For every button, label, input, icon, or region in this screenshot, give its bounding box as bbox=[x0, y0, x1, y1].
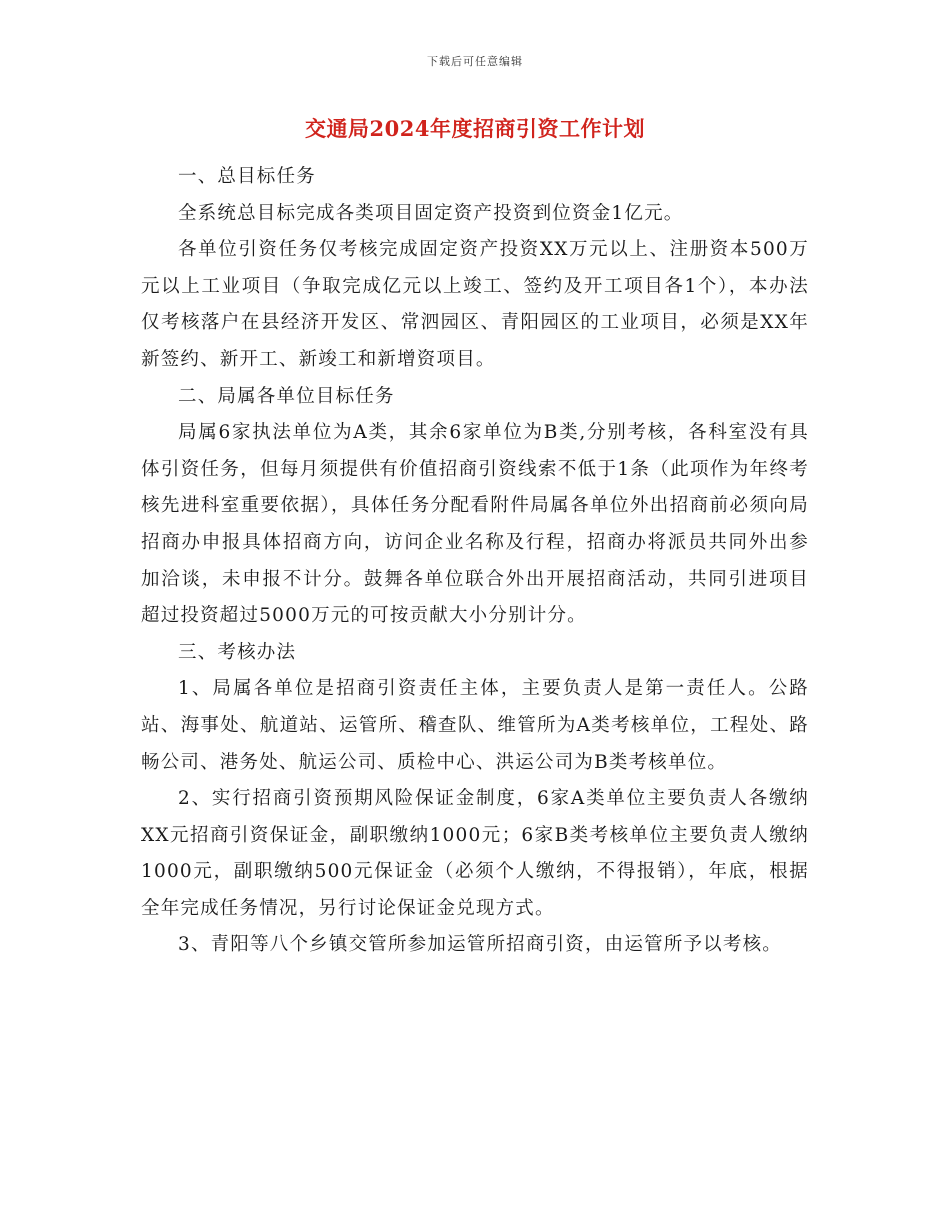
section-heading-assessment: 三、考核办法 bbox=[178, 641, 297, 663]
paragraph-assessment-2: 2、实行招商引资预期风险保证金制度，6家A类单位主要负责人各缴纳XX元招商引资保证金，副职缴纳1000元；6家B类考核单位主要负责人缴纳1000元，副职缴纳500元保证金（必须个人缴纳，不得报销），年底，根据全年完成任务情况，另行讨论保证金兑现方式。 bbox=[141, 788, 809, 919]
paragraph-total-goal: 全系统总目标完成各类项目固定资产投资到位资金1亿元。 bbox=[178, 202, 684, 224]
paragraph-unit-targets: 局属6家执法单位为A类，其余6家单位为B类,分别考核，各科室没有具体引资任务，但每月须提供有价值招商引资线索不低于1条（此项作为年终考核先进科室重要依据），具体任务分配看附件局属各单位外出招商前必须向局招商办申报具体招商方向，访问企业名称及行程，招商办将派员共同外出参加洽谈，未申报不计分。鼓舞各单位联合外出开展招商活动，共同引进项目超过投资超过5000万元的可按贡献大小分别计分。 bbox=[141, 422, 809, 627]
section-heading-unit-targets: 二、局属各单位目标任务 bbox=[178, 385, 395, 407]
paragraph-assessment-3: 3、青阳等八个乡镇交管所参加运管所招商引资，由运管所予以考核。 bbox=[178, 934, 782, 956]
section-heading-goal: 一、总目标任务 bbox=[178, 166, 316, 187]
paragraph-unit-task: 各单位引资任务仅考核完成固定资产投资XX万元以上、注册资本500万元以上工业项目（争取完成亿元以上竣工、签约及开工项目各1个），本办法仅考核落户在县经济开发区、常泗园区、青阳园区的工业项目，必须是XX年新签约、新开工、新竣工和新增资项目。 bbox=[141, 239, 809, 370]
page-header-note: 下载后可任意编辑 bbox=[427, 55, 523, 68]
document-title: 交通局2024年度招商引资工作计划 bbox=[305, 116, 645, 141]
paragraph-assessment-1: 1、局属各单位是招商引资责任主体，主要负责人是第一责任人。公路站、海事处、航道站、运管所、稽查队、维管所为A类考核单位，工程处、路畅公司、港务处、航运公司、质检中心、洪运公司为B类考核单位。 bbox=[141, 678, 809, 773]
document-body bbox=[141, 159, 809, 964]
